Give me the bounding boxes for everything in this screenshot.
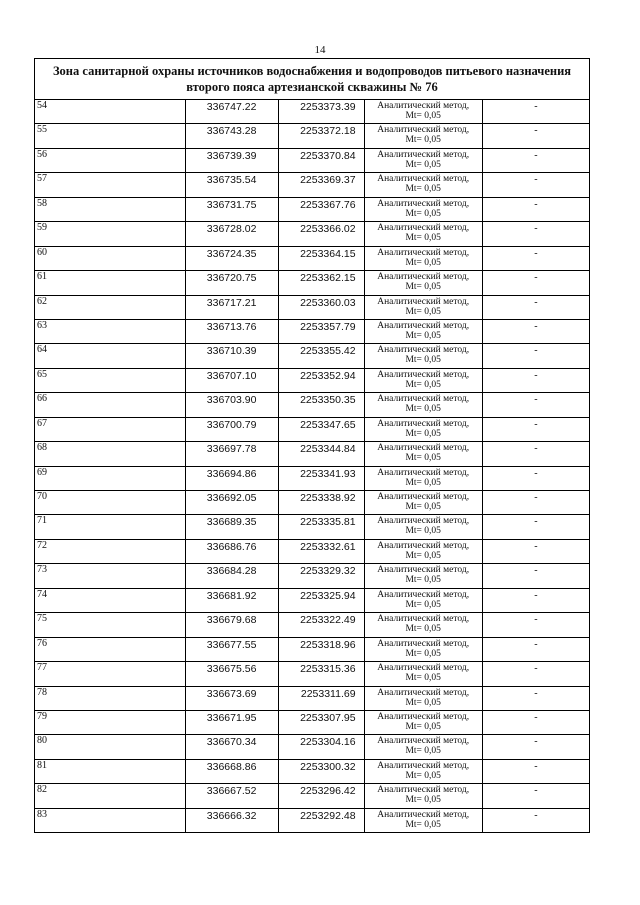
point-number: 65	[35, 368, 186, 392]
x-coordinate: 336667.52	[186, 784, 279, 808]
point-number: 68	[35, 442, 186, 466]
description-cell: -	[482, 710, 589, 734]
y-coordinate: 2253366.02	[279, 222, 364, 246]
method-cell: Аналитический метод, Mt= 0,05	[364, 417, 482, 441]
y-coordinate: 2253329.32	[279, 564, 364, 588]
table-row	[35, 710, 590, 734]
description-cell: -	[482, 271, 589, 295]
description-cell: -	[482, 539, 589, 563]
y-coordinate: 2253325.94	[279, 588, 364, 612]
table-row	[35, 246, 590, 270]
point-number: 59	[35, 222, 186, 246]
description-cell: -	[482, 173, 589, 197]
description-cell: -	[482, 808, 589, 832]
x-coordinate: 336673.69	[186, 686, 279, 710]
x-coordinate: 336694.86	[186, 466, 279, 490]
description-cell: -	[482, 686, 589, 710]
point-number: 75	[35, 613, 186, 637]
y-coordinate: 2253304.16	[279, 735, 364, 759]
x-coordinate: 336739.39	[186, 148, 279, 172]
description-cell: -	[482, 442, 589, 466]
table-row	[35, 222, 590, 246]
x-coordinate: 336747.22	[186, 100, 279, 124]
description-cell: -	[482, 222, 589, 246]
table-row	[35, 197, 590, 221]
table-row	[35, 417, 590, 441]
y-coordinate: 2253369.37	[279, 173, 364, 197]
method-cell: Аналитический метод, Mt= 0,05	[364, 246, 482, 270]
table-row	[35, 466, 590, 490]
method-cell: Аналитический метод, Mt= 0,05	[364, 368, 482, 392]
method-cell: Аналитический метод, Mt= 0,05	[364, 515, 482, 539]
method-cell: Аналитический метод, Mt= 0,05	[364, 686, 482, 710]
y-coordinate: 2253335.81	[279, 515, 364, 539]
y-coordinate: 2253373.39	[279, 100, 364, 124]
description-cell: -	[482, 564, 589, 588]
table-row	[35, 564, 590, 588]
point-number: 70	[35, 491, 186, 515]
description-cell: -	[482, 295, 589, 319]
page-number: 14	[314, 44, 326, 56]
description-cell: -	[482, 491, 589, 515]
x-coordinate: 336717.21	[186, 295, 279, 319]
x-coordinate: 336668.86	[186, 759, 279, 783]
method-cell: Аналитический метод, Mt= 0,05	[364, 100, 482, 124]
description-cell: -	[482, 197, 589, 221]
description-cell: -	[482, 368, 589, 392]
point-number: 76	[35, 637, 186, 661]
y-coordinate: 2253296.42	[279, 784, 364, 808]
table-row	[35, 368, 590, 392]
method-cell: Аналитический метод, Mt= 0,05	[364, 344, 482, 368]
table-row	[35, 344, 590, 368]
y-coordinate: 2253315.36	[279, 662, 364, 686]
x-coordinate: 336713.76	[186, 319, 279, 343]
table-row	[35, 784, 590, 808]
y-coordinate: 2253318.96	[279, 637, 364, 661]
description-cell: -	[482, 393, 589, 417]
y-coordinate: 2253350.35	[279, 393, 364, 417]
table-row	[35, 295, 590, 319]
table-row	[35, 539, 590, 563]
y-coordinate: 2253352.94	[279, 368, 364, 392]
table-row	[35, 173, 590, 197]
table-row	[35, 637, 590, 661]
x-coordinate: 336710.39	[186, 344, 279, 368]
table-row	[35, 808, 590, 832]
x-coordinate: 336724.35	[186, 246, 279, 270]
table-row	[35, 271, 590, 295]
method-cell: Аналитический метод, Mt= 0,05	[364, 564, 482, 588]
method-cell: Аналитический метод, Mt= 0,05	[364, 735, 482, 759]
table-row	[35, 759, 590, 783]
method-cell: Аналитический метод, Mt= 0,05	[364, 784, 482, 808]
method-cell: Аналитический метод, Mt= 0,05	[364, 319, 482, 343]
x-coordinate: 336700.79	[186, 417, 279, 441]
point-number: 55	[35, 124, 186, 148]
y-coordinate: 2253347.65	[279, 417, 364, 441]
y-coordinate: 2253362.15	[279, 271, 364, 295]
y-coordinate: 2253344.84	[279, 442, 364, 466]
point-number: 74	[35, 588, 186, 612]
x-coordinate: 336720.75	[186, 271, 279, 295]
point-number: 71	[35, 515, 186, 539]
point-number: 72	[35, 539, 186, 563]
y-coordinate: 2253338.92	[279, 491, 364, 515]
x-coordinate: 336743.28	[186, 124, 279, 148]
y-coordinate: 2253292.48	[279, 808, 364, 832]
table-row	[35, 662, 590, 686]
y-coordinate: 2253372.18	[279, 124, 364, 148]
x-coordinate: 336681.92	[186, 588, 279, 612]
point-number: 78	[35, 686, 186, 710]
x-coordinate: 336707.10	[186, 368, 279, 392]
table-row	[35, 588, 590, 612]
point-number: 79	[35, 710, 186, 734]
method-cell: Аналитический метод, Mt= 0,05	[364, 808, 482, 832]
description-cell: -	[482, 148, 589, 172]
point-number: 80	[35, 735, 186, 759]
method-cell: Аналитический метод, Mt= 0,05	[364, 662, 482, 686]
point-number: 83	[35, 808, 186, 832]
table-row	[35, 735, 590, 759]
point-number: 66	[35, 393, 186, 417]
y-coordinate: 2253300.32	[279, 759, 364, 783]
table-body	[35, 100, 590, 833]
x-coordinate: 336728.02	[186, 222, 279, 246]
description-cell: -	[482, 319, 589, 343]
description-cell: -	[482, 613, 589, 637]
method-cell: Аналитический метод, Mt= 0,05	[364, 759, 482, 783]
y-coordinate: 2253364.15	[279, 246, 364, 270]
method-cell: Аналитический метод, Mt= 0,05	[364, 271, 482, 295]
x-coordinate: 336677.55	[186, 637, 279, 661]
table-row	[35, 491, 590, 515]
method-cell: Аналитический метод, Mt= 0,05	[364, 710, 482, 734]
table-row	[35, 393, 590, 417]
table-title: Зона санитарной охраны источников водоснабжения и водопроводов питьевого назначения второго пояса артезианской скважины № 76	[35, 59, 590, 100]
description-cell: -	[482, 344, 589, 368]
point-number: 77	[35, 662, 186, 686]
y-coordinate: 2253360.03	[279, 295, 364, 319]
method-cell: Аналитический метод, Mt= 0,05	[364, 613, 482, 637]
table-row	[35, 686, 590, 710]
method-cell: Аналитический метод, Mt= 0,05	[364, 491, 482, 515]
y-coordinate: 2253307.95	[279, 710, 364, 734]
point-number: 54	[35, 100, 186, 124]
table-row	[35, 442, 590, 466]
table-row	[35, 124, 590, 148]
point-number: 62	[35, 295, 186, 319]
point-number: 57	[35, 173, 186, 197]
method-cell: Аналитический метод, Mt= 0,05	[364, 124, 482, 148]
x-coordinate: 336735.54	[186, 173, 279, 197]
description-cell: -	[482, 637, 589, 661]
point-number: 82	[35, 784, 186, 808]
x-coordinate: 336679.68	[186, 613, 279, 637]
x-coordinate: 336666.32	[186, 808, 279, 832]
point-number: 61	[35, 271, 186, 295]
method-cell: Аналитический метод, Mt= 0,05	[364, 148, 482, 172]
y-coordinate: 2253367.76	[279, 197, 364, 221]
y-coordinate: 2253357.79	[279, 319, 364, 343]
y-coordinate: 2253370.84	[279, 148, 364, 172]
y-coordinate: 2253322.49	[279, 613, 364, 637]
y-coordinate: 2253355.42	[279, 344, 364, 368]
point-number: 63	[35, 319, 186, 343]
description-cell: -	[482, 124, 589, 148]
method-cell: Аналитический метод, Mt= 0,05	[364, 588, 482, 612]
description-cell: -	[482, 246, 589, 270]
point-number: 60	[35, 246, 186, 270]
point-number: 64	[35, 344, 186, 368]
table-row	[35, 100, 590, 124]
description-cell: -	[482, 515, 589, 539]
table-row	[35, 148, 590, 172]
point-number: 58	[35, 197, 186, 221]
point-number: 69	[35, 466, 186, 490]
description-cell: -	[482, 100, 589, 124]
y-coordinate: 2253311.69	[279, 686, 364, 710]
description-cell: -	[482, 588, 589, 612]
description-cell: -	[482, 735, 589, 759]
point-number: 81	[35, 759, 186, 783]
description-cell: -	[482, 662, 589, 686]
method-cell: Аналитический метод, Mt= 0,05	[364, 197, 482, 221]
point-number: 67	[35, 417, 186, 441]
table-row	[35, 515, 590, 539]
description-cell: -	[482, 784, 589, 808]
y-coordinate: 2253341.93	[279, 466, 364, 490]
y-coordinate: 2253332.61	[279, 539, 364, 563]
table-row	[35, 319, 590, 343]
coordinates-table	[34, 58, 590, 833]
description-cell: -	[482, 417, 589, 441]
x-coordinate: 336675.56	[186, 662, 279, 686]
x-coordinate: 336697.78	[186, 442, 279, 466]
point-number: 73	[35, 564, 186, 588]
x-coordinate: 336703.90	[186, 393, 279, 417]
description-cell: -	[482, 466, 589, 490]
method-cell: Аналитический метод, Mt= 0,05	[364, 442, 482, 466]
x-coordinate: 336686.76	[186, 539, 279, 563]
x-coordinate: 336671.95	[186, 710, 279, 734]
method-cell: Аналитический метод, Mt= 0,05	[364, 539, 482, 563]
method-cell: Аналитический метод, Mt= 0,05	[364, 637, 482, 661]
x-coordinate: 336731.75	[186, 197, 279, 221]
method-cell: Аналитический метод, Mt= 0,05	[364, 222, 482, 246]
method-cell: Аналитический метод, Mt= 0,05	[364, 393, 482, 417]
method-cell: Аналитический метод, Mt= 0,05	[364, 466, 482, 490]
method-cell: Аналитический метод, Mt= 0,05	[364, 295, 482, 319]
x-coordinate: 336670.34	[186, 735, 279, 759]
x-coordinate: 336689.35	[186, 515, 279, 539]
point-number: 56	[35, 148, 186, 172]
table-row	[35, 613, 590, 637]
method-cell: Аналитический метод, Mt= 0,05	[364, 173, 482, 197]
x-coordinate: 336692.05	[186, 491, 279, 515]
description-cell: -	[482, 759, 589, 783]
x-coordinate: 336684.28	[186, 564, 279, 588]
